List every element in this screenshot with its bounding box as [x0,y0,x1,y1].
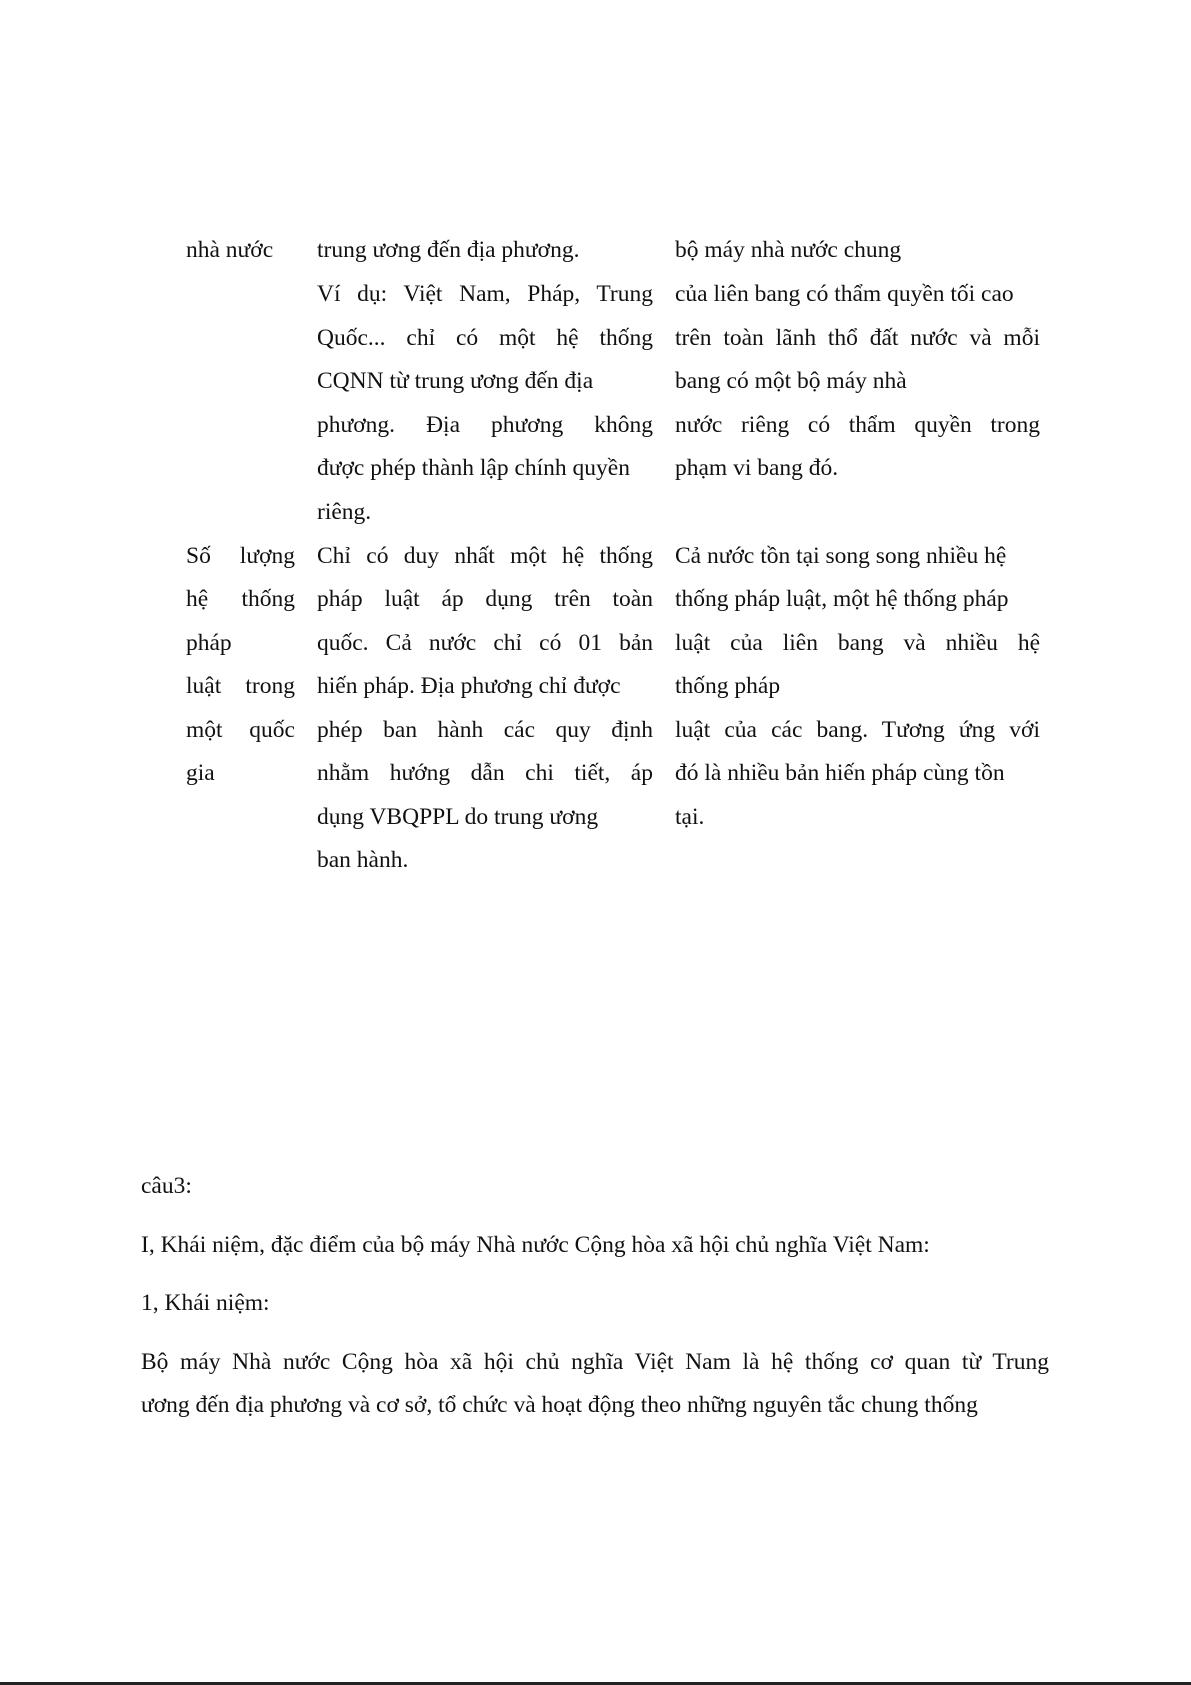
table-row1-col2-line: Quốc... chỉ có một hệ thống [317,325,653,351]
table-row1-col2-line: được phép thành lập chính quyền [317,455,630,481]
table-row2-col3-line: đó là nhiều bản hiến pháp cùng tồn [675,760,1005,786]
table-row1-col3-line: bộ máy nhà nước chung [675,237,902,263]
table-row2-col1-line: pháp [186,630,232,656]
table-row2-col2-line: ban hành. [317,847,409,873]
table-row2-col2-line: pháp luật áp dụng trên toàn [317,586,653,612]
question-label: câu3: [141,1173,192,1199]
table-row1-col3-line: bang có một bộ máy nhà [675,368,907,394]
paragraph-line: ương đến địa phương và cơ sở, tổ chức và hoạt động theo những nguyên tắc chung thống [141,1392,978,1418]
table-row2-col2-line: nhằm hướng dẫn chi tiết, áp [317,760,653,786]
table-row2-col1-line: gia [186,760,215,786]
table-row2-col2-line: hiến pháp. Địa phương chỉ được [317,673,621,699]
table-row1-col2-line: trung ương đến địa phương. [317,237,580,263]
table-row2-col3-line: tại. [675,804,705,830]
table-row2-col1-line: luật trong [186,673,295,699]
table-row2-col1-line: Số lượng [186,543,295,569]
table-row1-col3-line: phạm vi bang đó. [675,455,839,481]
subheading: 1, Khái niệm: [141,1290,270,1316]
table-row1-col3-line: nước riêng có thẩm quyền trong [675,412,1040,438]
table-row2-col3-line: Cả nước tồn tại song song nhiều hệ [675,543,1007,569]
table-row1-col1-line: nhà nước [186,237,274,263]
table-row2-col3-line: thống pháp luật, một hệ thống pháp [675,586,1009,612]
table-row2-col2-line: phép ban hành các quy định [317,717,653,743]
table-row2-col2-line: Chỉ có duy nhất một hệ thống [317,543,653,569]
table-row1-col2-line: riêng. [317,499,372,525]
table-row2-col1-line: hệ thống [186,586,295,612]
table-row2-col3-line: luật của các bang. Tương ứng với [675,717,1040,743]
table-row1-col2-line: phương. Địa phương không [317,412,653,438]
table-row2-col2-line: quốc. Cả nước chỉ có 01 bản [317,630,653,656]
paragraph-line: Bộ máy Nhà nước Cộng hòa xã hội chủ nghĩa Việt Nam là hệ thống cơ quan từ Trung [141,1349,1049,1375]
section-heading: I, Khái niệm, đặc điểm của bộ máy Nhà nước Cộng hòa xã hội chủ nghĩa Việt Nam: [141,1232,930,1258]
table-row1-col3-line: của liên bang có thẩm quyền tối cao [675,281,1014,307]
table-row1-col2-line: CQNN từ trung ương đến địa [317,368,594,394]
table-row1-col2-line: Ví dụ: Việt Nam, Pháp, Trung [317,281,653,307]
table-row2-col3-line: thống pháp [675,673,781,699]
table-row2-col2-line: dụng VBQPPL do trung ương [317,804,599,830]
table-row2-col1-line: một quốc [186,717,295,743]
table-row1-col3-line: trên toàn lãnh thổ đất nước và mỗi [675,325,1040,351]
table-row2-col3-line: luật của liên bang và nhiều hệ [675,630,1040,656]
